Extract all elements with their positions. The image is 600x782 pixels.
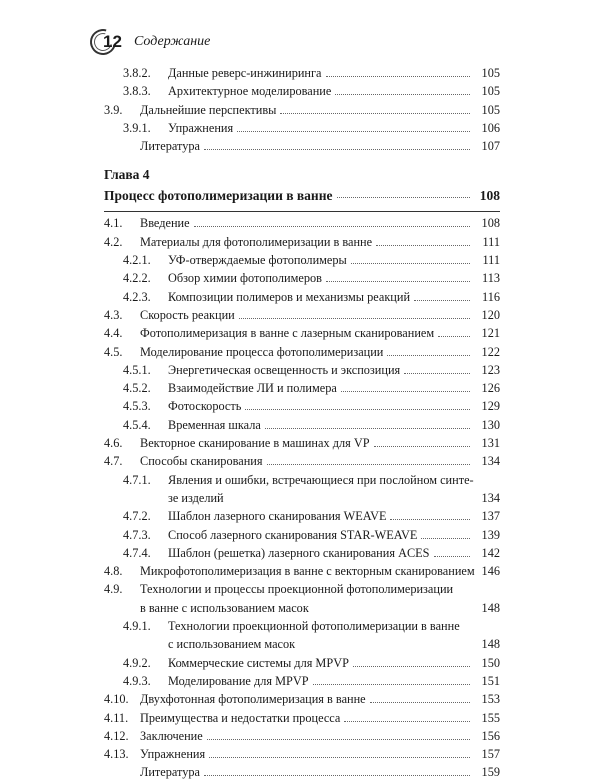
toc-entry-title: Векторное сканирование в машинах для VP (140, 436, 370, 451)
toc-entry-title: Временная шкала (168, 417, 261, 432)
toc-entry-title: Композиции полимеров и механизмы реакций (168, 289, 411, 304)
toc-entry-number: 4.4. (104, 326, 123, 341)
toc-entry[interactable] (104, 306, 500, 324)
toc-entry-number: 4.7. (104, 454, 123, 469)
toc-entry-page: 148 (481, 637, 500, 652)
toc-entry-number: 4.7.4. (123, 545, 151, 560)
toc-entry[interactable] (104, 617, 500, 654)
leader-dots (237, 119, 470, 132)
toc-entry-page: 151 (481, 673, 500, 688)
toc-entry-title: Способ лазерного сканирования STAR-WEAVE (168, 527, 418, 542)
toc-entry-number: 4.5.2. (123, 381, 151, 396)
toc-entry-title: Микрофотополимеризация в ванне с векторным сканированием (140, 564, 475, 579)
toc-entry[interactable] (104, 397, 500, 415)
prev-chapter-entries (104, 64, 500, 155)
chapter-title: Процесс фотополимеризации в ванне (104, 188, 333, 204)
leader-dots (421, 526, 470, 539)
toc-entry[interactable] (104, 544, 500, 562)
toc-entry-page: 159 (481, 765, 500, 780)
toc-entry-number: 4.9.3. (123, 673, 151, 688)
leader-dots (335, 82, 470, 95)
toc-entry[interactable] (104, 416, 500, 434)
page-number: 12 (103, 32, 122, 51)
chapter-label: Глава 4 (104, 167, 150, 183)
toc-entry-number: 3.9.1. (123, 120, 151, 135)
toc-entry-number: 3.8.2. (123, 66, 151, 80)
leader-dots (326, 269, 470, 282)
toc-entry-page: 156 (481, 728, 500, 743)
leader-dots (280, 101, 470, 114)
toc-entry-number: 4.5.3. (123, 399, 151, 414)
toc-entry[interactable] (104, 654, 500, 672)
toc-entry-page: 108 (481, 216, 500, 231)
toc-entry-title: Моделирование для MPVP (168, 673, 309, 688)
toc-entry-title: Коммерческие системы для MPVP (168, 655, 349, 670)
toc-entry-page: 139 (481, 527, 500, 542)
toc-entry-title: Фотополимеризация в ванне с лазерным сканированием (140, 326, 435, 341)
toc-entry-title: Явления и ошибки, встречающиеся при послойном синте- (168, 472, 474, 487)
toc-entry-title: Введение (140, 216, 190, 231)
leader-dots (344, 709, 470, 722)
toc-entry-number: 4.9.1. (123, 619, 151, 634)
toc-entry-number: 4.6. (104, 436, 123, 451)
leader-dots (387, 343, 470, 356)
toc-entry-text-block (168, 471, 500, 508)
toc-entry-title: Упражнения (140, 747, 206, 762)
toc-entry-page: 107 (481, 139, 500, 154)
toc-entry-page: 131 (481, 436, 500, 451)
toc-entry[interactable] (104, 101, 500, 119)
leader-dots (390, 507, 470, 520)
toc-entry-page: 111 (482, 234, 500, 249)
toc-entry-title: Энергетическая освещенность и экспозиция (168, 362, 401, 377)
toc-entry-title-continued: зе изделий (168, 490, 224, 505)
leader-dots (414, 288, 470, 301)
toc-entry-page: 121 (481, 326, 500, 341)
chapter-title-entry[interactable] (104, 185, 500, 209)
toc-entry-page: 137 (481, 509, 500, 524)
toc-entry-title: Шаблон (решетка) лазерного сканирования ACES (168, 545, 430, 560)
toc-entry[interactable] (104, 269, 500, 287)
toc-entry-number: 4.2.3. (123, 289, 151, 304)
toc-entry[interactable] (104, 763, 500, 781)
toc-entry-page: 142 (481, 545, 500, 560)
toc-entry[interactable] (104, 82, 500, 100)
leader-dots (209, 745, 470, 758)
leader-dots (267, 452, 470, 465)
toc-entry-page: 155 (481, 710, 500, 725)
toc-entry-page: 129 (481, 399, 500, 414)
table-of-contents (104, 64, 500, 782)
leader-dots (434, 544, 470, 557)
toc-entry-text-block (168, 617, 500, 654)
toc-entry-page: 120 (481, 307, 500, 322)
toc-entry-number: 4.9. (104, 582, 123, 597)
toc-entry-title: Моделирование процесса фотополимеризации (140, 344, 384, 359)
toc-entry-page: 111 (482, 253, 500, 268)
toc-entry[interactable] (104, 507, 500, 525)
toc-entry-title: Литература (140, 139, 201, 154)
toc-entry[interactable] (104, 745, 500, 763)
running-header (90, 29, 530, 55)
toc-entry-number: 4.7.3. (123, 527, 151, 542)
toc-entry-title: Материалы для фотополимеризации в ванне (140, 234, 373, 249)
toc-entry-number: 4.12. (104, 728, 129, 743)
toc-entry-title: Литература (140, 765, 201, 780)
toc-entry-title: Дальнейшие перспективы (140, 102, 277, 117)
toc-entry[interactable] (104, 343, 500, 361)
toc-entry-title: Обзор химии фотополимеров (168, 271, 322, 286)
toc-entry[interactable] (104, 526, 500, 544)
toc-entry[interactable] (104, 361, 500, 379)
leader-dots (245, 397, 470, 410)
toc-entry-number: 4.5.1. (123, 362, 151, 377)
toc-entry-title: Двухфотонная фотополимеризация в ванне (140, 692, 366, 707)
toc-entry-title: Взаимодействие ЛИ и полимера (168, 381, 337, 396)
toc-entry-number: 4.2.1. (123, 253, 151, 268)
leader-dots (194, 214, 470, 227)
toc-entry[interactable] (104, 119, 500, 137)
toc-entry-page: 126 (481, 381, 500, 396)
toc-entry[interactable] (104, 727, 500, 745)
toc-entry[interactable] (104, 452, 500, 470)
toc-entry-page: 123 (481, 362, 500, 377)
toc-entry-page: 105 (481, 84, 500, 99)
toc-entry[interactable] (104, 251, 500, 269)
leader-dots (239, 306, 470, 319)
toc-entry[interactable] (104, 288, 500, 306)
toc-entry-page: 157 (481, 747, 500, 762)
toc-entry[interactable] (104, 709, 500, 727)
running-title: Содержание (134, 34, 211, 49)
toc-entry-title: Упражнения (168, 120, 234, 135)
leader-dots (337, 185, 471, 198)
toc-entry-number: 3.8.3. (123, 84, 151, 99)
leader-dots (326, 64, 470, 77)
toc-entry-title: Способы сканирования (140, 454, 263, 469)
toc-entry-page: 106 (481, 120, 500, 135)
toc-entry-page: 105 (481, 66, 500, 80)
toc-entry-page: 130 (481, 417, 500, 432)
toc-entry-title: Скорость реакции (140, 307, 235, 322)
leader-dots (265, 416, 470, 429)
toc-entry-number: 4.5.4. (123, 417, 151, 432)
toc-entry-number: 4.10. (104, 692, 129, 707)
leader-dots (353, 654, 470, 667)
leader-dots (204, 137, 470, 150)
toc-entry-number: 4.11. (104, 710, 129, 725)
toc-entry-text-block (140, 580, 500, 617)
toc-entry-number: 3.9. (104, 102, 123, 117)
chapter-entries (104, 214, 500, 781)
toc-entry[interactable] (104, 233, 500, 251)
toc-entry-title-continued: в ванне с использованием масок (140, 600, 309, 615)
toc-entry[interactable] (104, 137, 500, 155)
toc-entry-page: 146 (481, 564, 500, 579)
toc-entry-title: Технологии и процессы проекционной фотополимеризации (140, 582, 454, 597)
toc-entry[interactable] (104, 672, 500, 690)
leader-dots (207, 727, 470, 740)
toc-entry-title: Фотоскорость (168, 399, 242, 414)
toc-entry-page: 116 (482, 289, 500, 304)
leader-dots (313, 672, 470, 685)
toc-entry-number: 4.8. (104, 564, 123, 579)
leader-dots (376, 233, 470, 246)
toc-entry-page: 148 (481, 600, 500, 615)
toc-entry[interactable] (104, 562, 500, 580)
toc-entry-number: 4.2.2. (123, 271, 151, 286)
toc-entry-page: 134 (481, 490, 500, 505)
leader-dots (204, 763, 470, 776)
chapter-page: 108 (479, 188, 500, 204)
toc-entry[interactable] (104, 434, 500, 452)
toc-entry-page: 150 (481, 655, 500, 670)
toc-entry-page: 134 (481, 454, 500, 469)
toc-entry[interactable] (104, 471, 500, 508)
leader-dots (351, 251, 470, 264)
toc-entry-page: 113 (482, 271, 500, 286)
toc-entry[interactable] (104, 64, 500, 82)
toc-entry-number: 4.2. (104, 234, 123, 249)
toc-entry-title: Преимущества и недостатки процесса (140, 710, 341, 725)
toc-entry-page: 122 (481, 344, 500, 359)
toc-entry-title: Архитектурное моделирование (168, 84, 332, 99)
toc-entry-number: 4.7.2. (123, 509, 151, 524)
toc-entry-page: 105 (481, 102, 500, 117)
toc-entry-title: Технологии проекционной фотополимеризации в ванне (168, 619, 460, 634)
leader-dots (341, 379, 470, 392)
toc-entry[interactable] (104, 214, 500, 232)
toc-entry-number: 4.7.1. (123, 472, 151, 487)
toc-entry-title-continued: с использованием масок (168, 637, 296, 652)
toc-entry[interactable] (104, 324, 500, 342)
toc-entry-number: 4.9.2. (123, 655, 151, 670)
leader-dots (370, 690, 470, 703)
leader-dots (374, 434, 470, 447)
toc-entry[interactable] (104, 580, 500, 617)
toc-entry-title: УФ-отверждаемые фотополимеры (168, 253, 347, 268)
toc-entry-title: Заключение (140, 728, 203, 743)
toc-entry-number: 4.5. (104, 344, 123, 359)
toc-entry-number: 4.3. (104, 307, 123, 322)
leader-dots (438, 324, 470, 337)
toc-entry-number: 4.1. (104, 216, 123, 231)
leader-dots (404, 361, 470, 374)
toc-entry-title: Шаблон лазерного сканирования WEAVE (168, 509, 387, 524)
toc-entry[interactable] (104, 379, 500, 397)
chapter-rule (104, 211, 500, 212)
toc-entry[interactable] (104, 690, 500, 708)
toc-entry-title: Данные реверс-инжиниринга (168, 66, 322, 80)
toc-entry-page: 153 (481, 692, 500, 707)
toc-entry-number: 4.13. (104, 747, 129, 762)
